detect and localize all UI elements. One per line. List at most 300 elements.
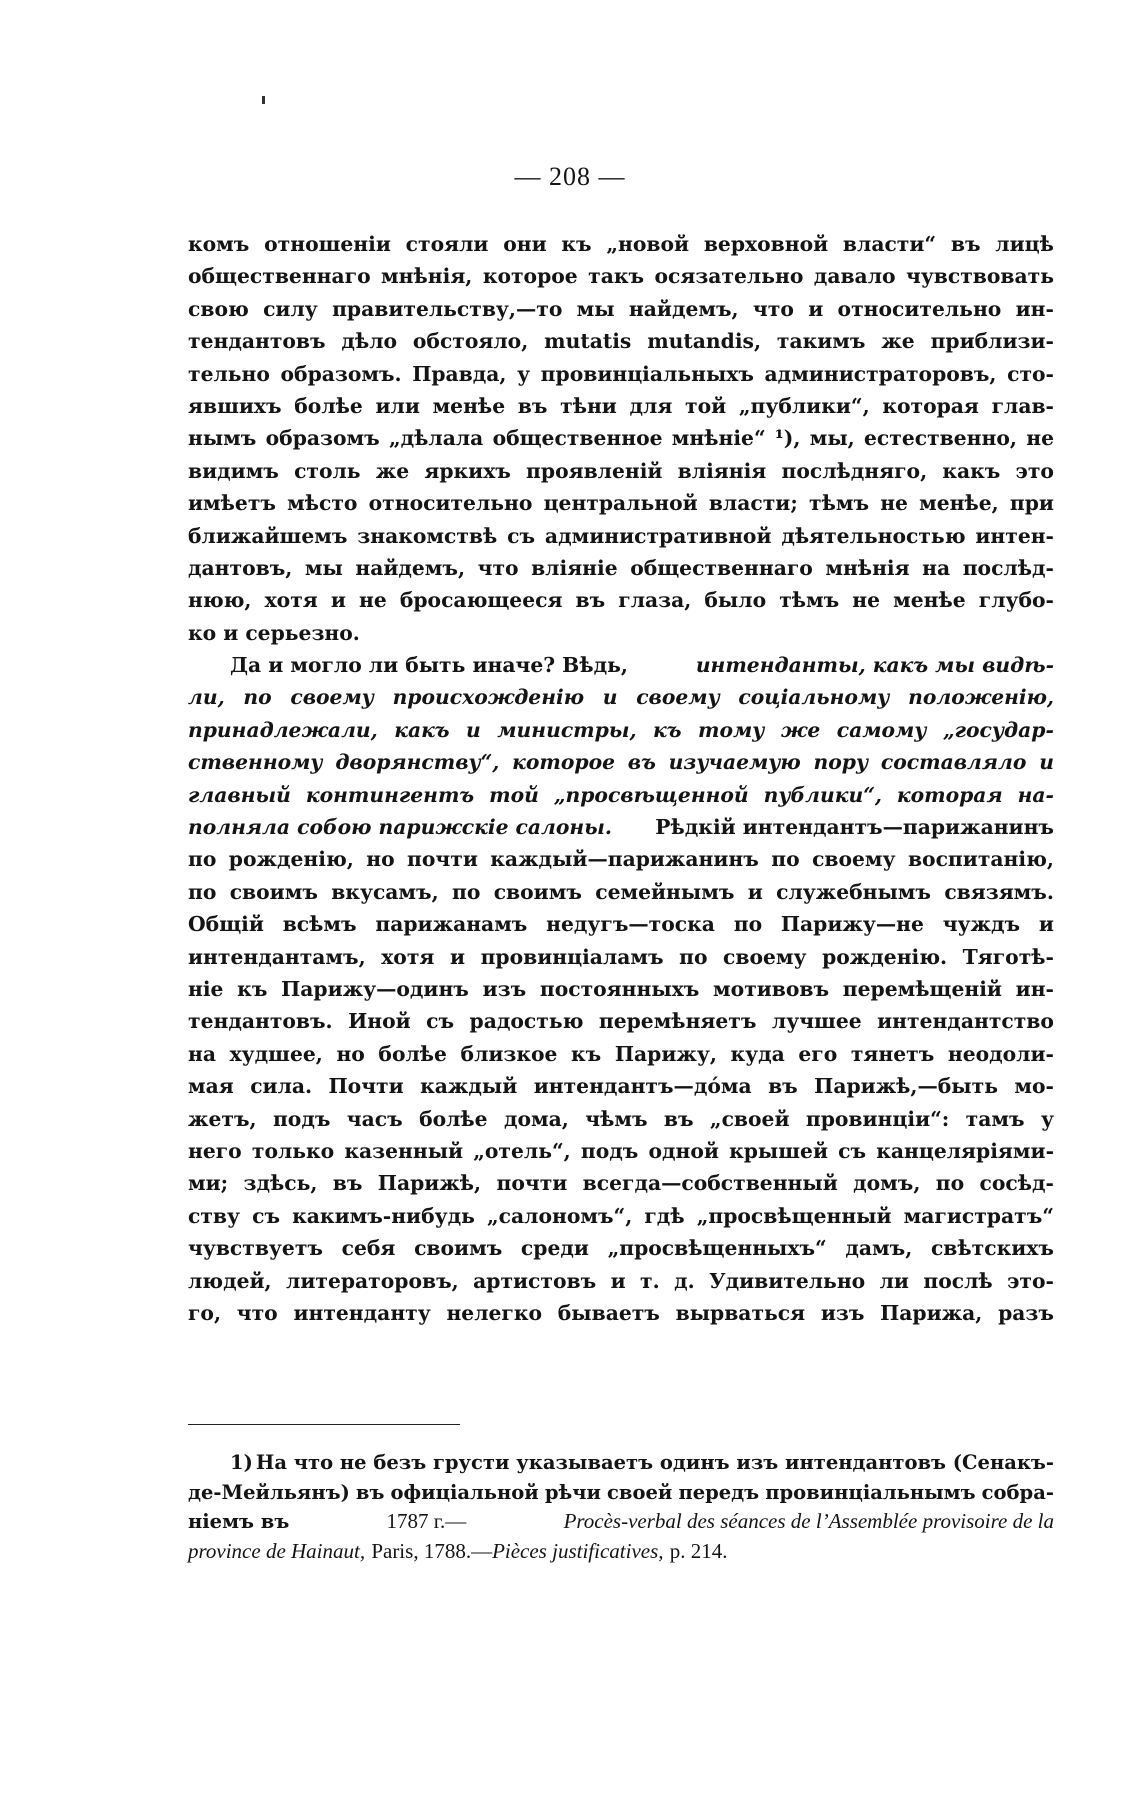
word: найдемъ, (355, 555, 466, 580)
text-line (188, 584, 1054, 616)
word: всегда—собственный (582, 1171, 838, 1196)
word: „своей (709, 1106, 790, 1131)
word: проявленій (526, 458, 663, 483)
word: передъ (678, 1480, 760, 1504)
footnote-line (188, 1507, 1054, 1537)
word: осязательно (654, 264, 804, 289)
word: интендантство (877, 1009, 1054, 1034)
word: магистратъ“ (903, 1203, 1054, 1228)
word: ли, (188, 685, 225, 710)
word: перемѣняетъ (598, 1009, 757, 1034)
word: же (881, 329, 915, 354)
word: администраторовъ, (764, 361, 997, 386)
word: въ (575, 588, 606, 613)
word: своему (812, 847, 896, 872)
word: нымъ (188, 426, 257, 451)
word: т. (640, 1268, 660, 1293)
word: на (922, 555, 951, 580)
word: чувствуетъ (188, 1236, 323, 1261)
word: соціальному (738, 685, 890, 710)
word: Парижу—не (780, 912, 924, 937)
text-line (188, 1038, 1054, 1070)
word: Парижѣ, (377, 1171, 482, 1196)
word: мы, (809, 426, 855, 451)
word: мы (304, 555, 343, 580)
word: мы (576, 296, 615, 321)
word: дома, (503, 1106, 569, 1131)
word: среди (520, 1236, 589, 1261)
word: по (188, 847, 217, 872)
word: изъ (820, 1300, 865, 1325)
text-line (188, 973, 1054, 1005)
word: канцеляріями- (876, 1138, 1054, 1163)
word: самому (836, 717, 927, 742)
word: по (243, 685, 272, 710)
word: людей, (188, 1268, 272, 1293)
word: связямъ. (944, 879, 1054, 904)
text-line (188, 811, 1054, 843)
italic-run: интенданты, какъ мы видѣ- (695, 653, 1054, 678)
word: лицѣ (995, 232, 1054, 256)
text-line (188, 552, 1054, 584)
text-line (188, 1232, 1054, 1264)
word: общественнаго (630, 555, 813, 580)
word: глубо- (978, 588, 1054, 613)
text-line (188, 358, 1054, 390)
word: перемѣщеній (842, 976, 1002, 1001)
word: mutandis, (647, 329, 762, 354)
text-line (188, 1200, 1054, 1232)
word: рожденію. (822, 944, 948, 969)
word: это- (1007, 1268, 1054, 1293)
word: отношеніи (264, 232, 391, 256)
word: неодоли- (947, 1041, 1054, 1066)
text-line (188, 908, 1054, 940)
word: относительно (368, 491, 533, 516)
word: что (752, 296, 794, 321)
word: какимъ-нибудь (292, 1203, 475, 1228)
word: изъ (482, 976, 527, 1001)
word: къ (653, 717, 682, 742)
footnote-separator (188, 1424, 460, 1425)
word: послѣдняго, (781, 458, 928, 483)
word: тендантовъ (188, 329, 326, 354)
word: по (679, 944, 708, 969)
word: тельно (188, 361, 270, 386)
footnote-line (188, 1478, 1054, 1508)
word: яркихъ (424, 458, 511, 483)
word: вкусамъ, (331, 879, 439, 904)
word: и (449, 944, 465, 969)
page-number: — 208 — (514, 162, 626, 191)
word: Удивительно (709, 1268, 866, 1293)
word: себя (341, 1236, 396, 1261)
word: интен- (975, 523, 1054, 548)
word: не (359, 588, 387, 613)
word: худшее, (229, 1041, 323, 1066)
text-line (188, 843, 1054, 875)
word: публики“, (763, 782, 882, 807)
word: относительно (837, 296, 1002, 321)
text-line (188, 714, 1054, 746)
text-line (188, 1135, 1054, 1167)
word: его (798, 1041, 838, 1066)
word: сосѣд- (979, 1171, 1054, 1196)
word: которое (512, 750, 616, 775)
word: го, (188, 1300, 222, 1325)
word: и (602, 685, 618, 710)
footnote-marker: 1) (230, 1451, 253, 1474)
word: болѣе (419, 1106, 488, 1131)
text-line (188, 649, 1054, 681)
word: найдемъ, (628, 296, 739, 321)
word: происхожденію (392, 685, 585, 710)
word: „государ- (942, 717, 1054, 742)
word: въ (517, 393, 548, 418)
word: административной (544, 523, 772, 548)
word: дантовъ, (188, 555, 293, 580)
word: къ (561, 232, 592, 256)
footnote-city: Paris, 1788.— (371, 1538, 493, 1563)
word: мѣсто (287, 491, 358, 516)
word: имѣетъ (188, 491, 276, 516)
word: Парижѣ,—быть (814, 1074, 998, 1099)
word: близкое (460, 1041, 558, 1066)
word: изучаемую (668, 750, 801, 775)
word: дѣло (341, 329, 398, 354)
word: глав- (991, 393, 1054, 418)
word: „просвѣщенный (696, 1203, 892, 1228)
word: Почти (328, 1074, 404, 1099)
word: часъ (346, 1106, 403, 1131)
word: каждый—парижанинъ (490, 847, 759, 872)
word: Тяготѣ- (962, 944, 1054, 969)
word: „публики“, (738, 393, 870, 418)
word: своей (607, 1480, 673, 1504)
word: своимъ (414, 1236, 503, 1261)
word: съ (507, 523, 536, 548)
footnote-citation: Procès-verbal des séances de l’Assemblée provisoire de la (563, 1509, 1054, 1533)
word: образомъ. (280, 361, 402, 386)
word: естественно, (864, 426, 1017, 451)
word: крышей (729, 1138, 828, 1163)
text-line (188, 260, 1054, 292)
word: сто- (1007, 361, 1054, 386)
word: въ (332, 1171, 363, 1196)
footnote-text: На что не безъ грусти указываетъ одинъ изъ интендантовъ (Сенакъ- (255, 1451, 1054, 1474)
footnote-year: 1787 г.— (386, 1509, 467, 1533)
word: каждый (420, 1074, 518, 1099)
word: дамъ, (845, 1236, 913, 1261)
word: явшихъ (188, 393, 282, 418)
word: д. (674, 1268, 695, 1293)
word: мнѣнія (825, 555, 910, 580)
word: „отель“, (473, 1138, 571, 1163)
word: домъ, (853, 1171, 921, 1196)
text-line (188, 681, 1054, 713)
word: съ (838, 1138, 867, 1163)
text-line (188, 455, 1054, 487)
word: при (1009, 491, 1054, 516)
text-line (188, 1265, 1054, 1297)
word: казенный (344, 1138, 464, 1163)
word: ин- (1015, 296, 1054, 321)
word: интендантамъ, (188, 944, 366, 969)
word: дѣятельностью (781, 523, 966, 548)
word: своему (290, 685, 374, 710)
word: въ (663, 1106, 694, 1131)
footnote-text: ніемъ въ (188, 1510, 290, 1533)
word: ли (879, 1268, 909, 1293)
word: было (704, 588, 767, 613)
word: Парижу, (614, 1041, 717, 1066)
word: „дѣлала (388, 426, 484, 451)
word: власти“ (842, 232, 937, 256)
word: свѣтскихъ (930, 1236, 1054, 1261)
word: чѣмъ (585, 1106, 648, 1131)
text-line (188, 422, 1054, 454)
scan-mark (262, 96, 265, 104)
text-line (188, 1103, 1054, 1135)
word: комъ (188, 232, 250, 256)
word: артистовъ (473, 1268, 597, 1293)
text-line (188, 746, 1054, 778)
word: общественное (492, 426, 663, 451)
word: которая (896, 782, 1003, 807)
word: тамъ (965, 1106, 1025, 1131)
word: Правда, (412, 361, 507, 386)
word: ми; (188, 1171, 229, 1196)
word: той (685, 393, 727, 418)
word: семейнымъ (595, 879, 735, 904)
word: къ (571, 1041, 602, 1066)
word: чуждъ (942, 912, 1021, 937)
word: же (780, 717, 821, 742)
word: менѣе, (919, 491, 999, 516)
word: рѣчи (544, 1480, 601, 1504)
word: офиціальной (390, 1480, 539, 1504)
word: образомъ (265, 426, 380, 451)
word: парижанамъ (375, 912, 528, 937)
word: послѣ (923, 1268, 993, 1293)
word: подъ (580, 1138, 639, 1163)
word: положенію, (908, 685, 1054, 710)
word: пору (813, 750, 869, 775)
word: провинціаламъ (480, 944, 664, 969)
word: не (852, 588, 881, 613)
word: mutatis (544, 329, 632, 354)
footnote-line (188, 1448, 1054, 1478)
word: „салономъ“, (487, 1203, 633, 1228)
word: обстояло, (412, 329, 529, 354)
word: „просвѣщенной (553, 782, 749, 807)
word: въ (768, 1074, 798, 1099)
word: приблизи- (930, 329, 1054, 354)
word: и (330, 588, 346, 613)
word: правительству,—то (332, 296, 563, 321)
word: глаза, (618, 588, 692, 613)
word: менѣе (432, 393, 506, 418)
word: ству (188, 1203, 240, 1228)
word: и (610, 1268, 626, 1293)
word: какъ (942, 458, 1001, 483)
footnote-page: p. 214. (669, 1538, 728, 1563)
word: для (629, 393, 673, 418)
footnote (188, 1448, 1054, 1566)
word: они (503, 232, 547, 256)
word: почти (407, 847, 478, 872)
text-line (188, 487, 1054, 519)
word: на- (1017, 782, 1054, 807)
word: общественнаго (188, 264, 371, 289)
word: тѣмъ (809, 491, 870, 516)
text-run: Да и могло ли быть иначе? Вѣдь, (230, 653, 628, 678)
word: по (771, 847, 800, 872)
word: мотивовъ (713, 976, 830, 1001)
word: бросающееся (399, 588, 563, 613)
word: собра- (981, 1480, 1054, 1504)
word: интенданту (293, 1300, 431, 1325)
word: менѣе (893, 588, 966, 613)
word: Парижа, (880, 1300, 983, 1325)
word: тянетъ (850, 1041, 935, 1066)
word: только (251, 1138, 335, 1163)
word: къ (237, 976, 268, 1001)
word: и (466, 717, 481, 742)
footnote-citation: Pièces justificatives, (492, 1538, 664, 1563)
word: составляло (880, 750, 1027, 775)
word: стояли (405, 232, 489, 256)
word: вліяніе (531, 555, 618, 580)
word: и (808, 296, 824, 321)
word: знакомствѣ (357, 523, 498, 548)
word: контингентъ (305, 782, 475, 807)
word: тѣни (560, 393, 617, 418)
word: мая (188, 1074, 234, 1099)
word: вырваться (675, 1300, 806, 1325)
word: одной (648, 1138, 719, 1163)
main-text (188, 228, 1054, 1329)
word: куда (730, 1041, 785, 1066)
word: болѣе (294, 393, 363, 418)
word: рожденію, (228, 847, 354, 872)
word: столь (294, 458, 361, 483)
word: провинціи“: (805, 1106, 950, 1131)
word: чувствовать (905, 264, 1054, 289)
word: послѣд- (962, 555, 1054, 580)
word: ¹), (774, 426, 801, 451)
word: у (517, 361, 531, 386)
word: принадлежали, (188, 717, 378, 742)
word: и (747, 879, 763, 904)
word: давало (813, 264, 896, 289)
word: или (375, 393, 420, 418)
word: у (1040, 1106, 1054, 1131)
word: по (452, 879, 481, 904)
word: не (880, 491, 908, 516)
text-line (188, 1005, 1054, 1037)
text-run: Рѣдкій интендантъ—парижанинъ (655, 815, 1054, 840)
word: своимъ (493, 879, 582, 904)
word: власти; (708, 491, 798, 516)
word: здѣсь, (243, 1171, 318, 1196)
word: на (188, 1041, 216, 1066)
word: вліянія (677, 458, 767, 483)
word: провинціальныхъ (540, 361, 754, 386)
word: свою (188, 296, 249, 321)
word: подъ (272, 1106, 331, 1131)
word: что (477, 555, 519, 580)
word: министры, (497, 717, 637, 742)
word: „просвѣщенныхъ“ (607, 1236, 827, 1261)
word: что (236, 1300, 278, 1325)
word: нелегко (446, 1300, 543, 1325)
word: Иной (348, 1009, 411, 1034)
word: своимъ (229, 879, 318, 904)
text-line: ко и серьезно. (188, 620, 360, 645)
word: верховной (703, 232, 829, 256)
word: и (1038, 912, 1054, 937)
word: въ (950, 232, 981, 256)
word: главный (188, 782, 291, 807)
word: тѣмъ (779, 588, 840, 613)
word: нюю, (188, 588, 252, 613)
word: той (489, 782, 539, 807)
word: служебнымъ (776, 879, 931, 904)
word: сила. (250, 1074, 313, 1099)
word: „новой (606, 232, 690, 256)
word: постоянныхъ (539, 976, 700, 1001)
word: не (1026, 426, 1054, 451)
footnote-citation: province de Hainaut, (188, 1538, 366, 1563)
word: но (366, 847, 395, 872)
word: въ (627, 750, 656, 775)
word: разъ (998, 1300, 1054, 1325)
word: ин- (1015, 976, 1054, 1001)
word: недугъ—тоска (546, 912, 715, 937)
word: почти (496, 1171, 568, 1196)
text-line (188, 1167, 1054, 1199)
word: интендантъ—дóма (533, 1074, 752, 1099)
word: лучшее (771, 1009, 862, 1034)
word: хотя (264, 588, 318, 613)
word: по (935, 1171, 965, 1196)
word: воспитанію, (907, 847, 1054, 872)
text-line (188, 293, 1054, 325)
text-line (188, 520, 1054, 552)
word: тому (697, 717, 765, 742)
word: всѣмъ (282, 912, 357, 937)
word: тендантовъ. (188, 1009, 333, 1034)
word: такъ (588, 264, 645, 289)
word: Парижу—одинъ (281, 976, 469, 1001)
word: мнѣнія, (381, 264, 473, 289)
word: съ (426, 1009, 455, 1034)
word: мнѣніе“ (671, 426, 766, 451)
word: дворянству“, (335, 750, 500, 775)
word: радостью (469, 1009, 584, 1034)
word: него (188, 1138, 242, 1163)
word: силу (263, 296, 318, 321)
word: такимъ (776, 329, 866, 354)
word: которая (882, 393, 979, 418)
word: провинціальнымъ (765, 1480, 976, 1504)
word: бываетъ (557, 1300, 660, 1325)
word: но (336, 1041, 365, 1066)
word: гдѣ (644, 1203, 685, 1228)
word: Общій (188, 912, 264, 937)
word: по (733, 912, 763, 937)
